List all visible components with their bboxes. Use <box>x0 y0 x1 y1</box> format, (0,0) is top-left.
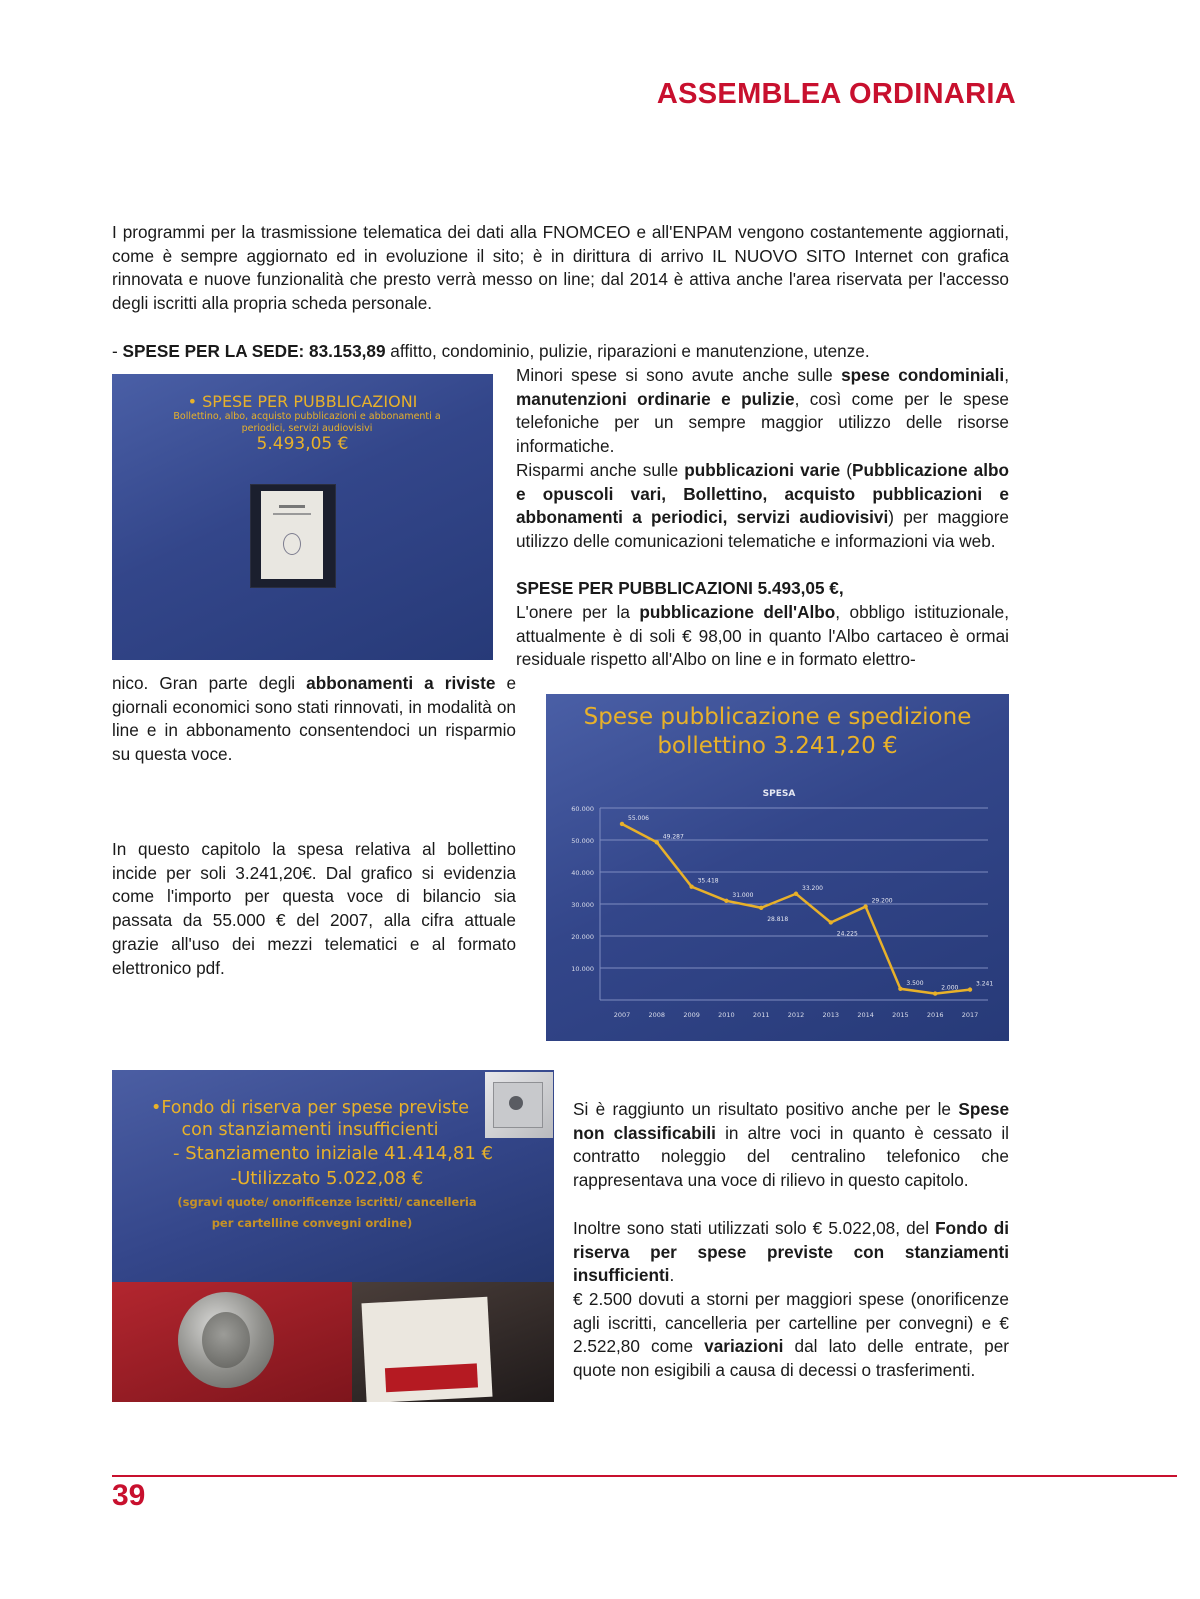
chart-x-tick-label: 2012 <box>787 1011 805 1019</box>
chart-data-label: 3.241 <box>976 980 994 988</box>
chart-x-tick-label: 2008 <box>648 1011 666 1019</box>
chart-y-tick-label: 10.000 <box>571 965 594 973</box>
fondo-text-2: . <box>669 1265 675 1286</box>
chart-x-tick-label: 2013 <box>822 1011 840 1019</box>
storni-bold-1: variazioni <box>704 1336 784 1357</box>
chart-data-label: 49.287 <box>662 833 684 841</box>
albo-bold-1: pubblicazione dell'Albo <box>639 602 836 622</box>
slide3-line6: per cartelline convegni ordine) <box>211 1216 413 1230</box>
chart-point <box>620 822 624 826</box>
chart-data-label: 24.225 <box>836 930 858 938</box>
slide-spese-pubblicazioni <box>112 374 493 660</box>
storni-text-2: dal lato delle entrate, per quote non esigibili a causa di decessi o trasferimenti. <box>573 1336 1010 1381</box>
slide3-line3: - Stanziamento iniziale 41.414,81 € <box>173 1143 493 1164</box>
slide3-line5: (sgravi quote/ onorificenze iscritti/ cancelleria <box>177 1195 477 1209</box>
chart-y-tick-label: 20.000 <box>571 933 594 941</box>
minori-text-3: , così come per le spese telefoniche per un sempre maggior utilizzo delle risorse informatiche. <box>516 388 1009 457</box>
chart-y-tick-label: 60.000 <box>571 805 594 813</box>
slide-bollettino-chart <box>546 694 1009 1041</box>
chart-title: SPESA <box>762 789 796 799</box>
chart-x-tick-label: 2009 <box>683 1011 700 1019</box>
slide-fondo-riserva <box>112 1070 554 1402</box>
minori-text-1: Minori spese si sono avute anche sulle <box>516 365 842 385</box>
slide3-line2: con stanziamenti insufficienti <box>181 1120 439 1140</box>
chart-x-tick-label: 2015 <box>892 1011 909 1019</box>
slide1-subtitle: Bollettino, albo, acquisto pubblicazioni e abbonamenti a periodici, servizi audiovisivi <box>173 411 441 434</box>
chart-y-tick-label: 30.000 <box>571 901 594 909</box>
pubblicazioni-heading: SPESE PER PUBBLICAZIONI 5.493,05 €, <box>516 578 844 598</box>
risparmi-paragraph <box>516 459 1009 554</box>
chart-slide-title-1: Spese pubblicazione e spedizione <box>583 704 972 730</box>
chart-point <box>933 991 937 995</box>
chart-point <box>759 906 763 910</box>
chart-data-label: 29.200 <box>871 897 893 905</box>
abbonamenti-text-2: e giornali economici sono stati rinnovati, in modalità on line e in abbonamento consentendoci un risparmio su questa voce. <box>112 673 517 765</box>
chart-point <box>689 884 693 888</box>
chart-x-tick-label: 2011 <box>752 1011 770 1019</box>
fondo-paragraph <box>573 1217 1009 1288</box>
nc-text-1: Si è raggiunto un risultato positivo anche per le <box>573 1099 959 1119</box>
chart-point <box>898 987 902 991</box>
abbonamenti-paragraph <box>112 672 516 767</box>
fondo-text-1: Inoltre sono stati utilizzati solo € 5.022,08, del <box>573 1218 936 1238</box>
sede-text: affitto, condominio, pulizie, riparazioni e manutenzione, utenze. <box>385 341 870 361</box>
chart-point <box>968 987 972 991</box>
abbonamenti-text-1: nico. Gran parte degli <box>112 673 307 693</box>
sede-label: SPESE PER LA SEDE: 83.153,89 <box>122 341 386 361</box>
chart-y-tick-label: 50.000 <box>571 837 594 845</box>
storni-paragraph <box>573 1288 1009 1383</box>
albo-book-image <box>250 484 336 588</box>
chart-x-tick-label: 2010 <box>718 1011 735 1019</box>
page-number: 39 <box>112 1479 146 1512</box>
risparmi-text-2: ( <box>840 460 853 480</box>
folder-photo <box>352 1282 554 1402</box>
albo-text-2: , obbligo istituzionale, attualmente è di soli € 98,00 in quanto l'Albo cartaceo è ormai residuale rispetto all'Albo on line e in formato elettro- <box>516 602 1009 670</box>
risparmi-bold-2: Pubblicazione albo e opuscoli vari, Bollettino, acquisto pubblicazioni e abbonamenti a periodici, servizi audiovisivi <box>516 460 1009 528</box>
chart-data-label: 28.818 <box>767 915 789 923</box>
slide1-amount: 5.493,05 € <box>256 434 349 454</box>
sede-paragraph <box>112 340 1012 364</box>
slide1-heading: • SPESE PER PUBBLICAZIONI <box>187 392 418 411</box>
storni-text-1: € 2.500 dovuti a storni per maggiori spese (onorificenze agli iscritti, cancelleria per cartelline per convegni) e € 2.522,80 come <box>573 1289 1009 1357</box>
risparmi-text-1: Risparmi anche sulle <box>516 460 685 480</box>
nc-text-2: in altre voci in quanto è cessato il contratto noleggio del centralino telefonico che rappresentava una voce di rilievo in questo capitolo. <box>573 1122 1010 1191</box>
chart-point <box>794 892 798 896</box>
chart-data-label: 2.000 <box>941 984 959 992</box>
chart-data-label: 55.006 <box>628 814 649 822</box>
nc-bold-1: Spese non classificabili <box>573 1099 1009 1143</box>
slide3-line4: -Utilizzato 5.022,08 € <box>230 1168 424 1189</box>
fondo-bold-1: Fondo di riserva per spese previste con stanziamenti insufficienti <box>573 1218 1009 1286</box>
chart-point <box>655 840 659 844</box>
chart-data-label: 35.418 <box>697 877 719 885</box>
abbonamenti-bold-1: abbonamenti a riviste <box>306 673 496 693</box>
minori-bold-2: manutenzioni ordinarie e pulizie <box>516 388 795 409</box>
slide3-line1: •Fondo di riserva per spese previste <box>151 1098 469 1118</box>
medal-image <box>178 1292 274 1388</box>
intro-paragraph: I programmi per la trasmissione telematica dei dati alla FNOMCEO e all'ENPAM vengono costantemente aggiornati, come è sempre aggiornato ed in evoluzione il sito; è in dirittura di arrivo IL NUOVO SITO Internet con grafica rinnovata e nuove funzionalità che presto verrà messo on line; dal 2014 è attiva anche l'area riservata per l'accesso degli iscritti alla propria scheda personale. <box>112 222 1009 314</box>
chart-point <box>863 904 867 908</box>
bollettino-paragraph: In questo capitolo la spesa relativa al bollettino incide per soli 3.241,20€. Dal grafico si evidenzia come l'importo per questa voce di bilancio sia passata da 55.000 € del 2007, alla cifra attuale grazie all'uso dei mezzi telematici e al formato elettronico pdf. <box>112 839 516 978</box>
risparmi-text-3: ) per maggiore utilizzo delle comunicazioni telematiche e informazioni via web. <box>516 507 1009 552</box>
minori-bold-1: spese condominiali <box>841 365 1005 385</box>
albo-paragraph <box>516 601 1009 672</box>
risparmi-bold-1: pubblicazioni varie <box>684 460 841 480</box>
bollettino-line-chart <box>546 694 1009 1041</box>
chart-y-tick-label: 40.000 <box>571 869 594 877</box>
chart-x-tick-label: 2017 <box>961 1011 979 1019</box>
chart-slide-title-2: bollettino 3.241,20 € <box>657 733 898 759</box>
chart-x-tick-label: 2016 <box>926 1011 944 1019</box>
minori-text-2: , <box>1004 365 1009 385</box>
chart-x-tick-label: 2014 <box>857 1011 874 1019</box>
chart-data-label: 33.200 <box>802 884 823 892</box>
minori-paragraph <box>516 364 1009 459</box>
chart-x-tick-label: 2007 <box>613 1011 631 1019</box>
albo-text-1: L'onere per la <box>516 602 640 622</box>
footer-rule <box>112 1475 1177 1477</box>
chart-point <box>829 920 833 924</box>
chart-point <box>724 899 728 903</box>
folder-image <box>361 1297 492 1402</box>
chart-data-label: 31.000 <box>732 891 754 899</box>
sede-prefix: - <box>112 341 123 361</box>
section-title: ASSEMBLEA ORDINARIA <box>656 78 1016 110</box>
chart-data-label: 3.500 <box>906 979 924 987</box>
non-classificabili-paragraph <box>573 1098 1009 1193</box>
medal-photo <box>112 1282 352 1402</box>
